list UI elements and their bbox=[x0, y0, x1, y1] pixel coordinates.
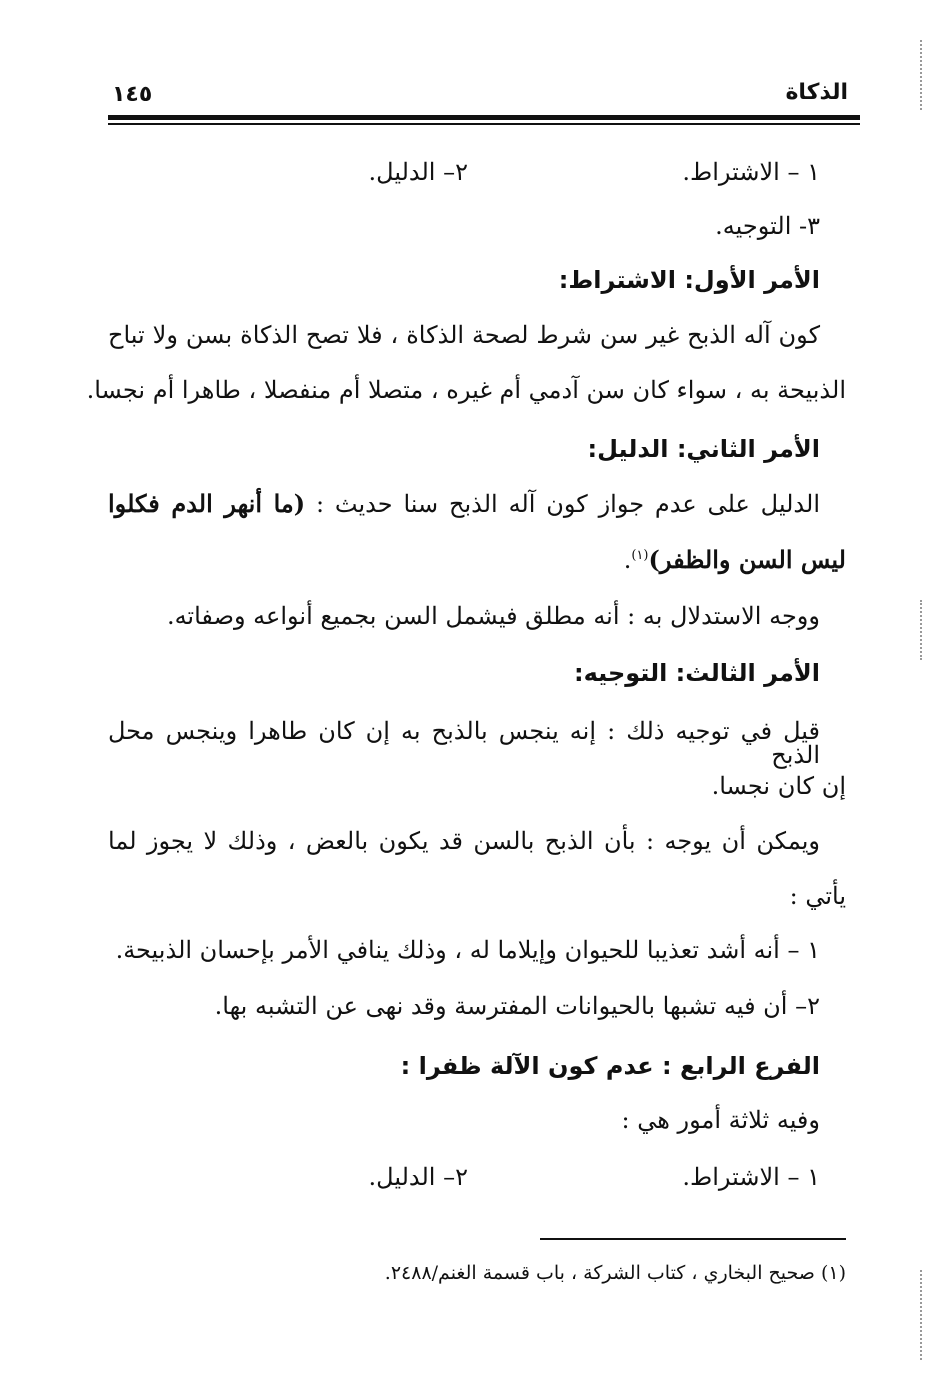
running-header-title: الذكاة bbox=[785, 80, 848, 105]
paragraph-line bbox=[108, 489, 820, 518]
footnote: (١) صحيح البخاري ، كتاب الشركة ، باب قسمة الغنم/٢٤٨٨. bbox=[384, 1262, 846, 1284]
scan-edge-marks bbox=[920, 40, 926, 110]
footnote-separator bbox=[540, 1238, 846, 1240]
list-item-rationale: ٣- التوجيه. bbox=[715, 212, 820, 240]
hadith-quote: (ما أنهر الدم فكلوا bbox=[108, 489, 306, 518]
heading-second-matter: الأمر الثاني: الدليل: bbox=[587, 435, 820, 463]
header-rule-thick bbox=[108, 115, 860, 120]
heading-first-matter: الأمر الأول: الاشتراط: bbox=[558, 266, 820, 294]
period: . bbox=[623, 546, 632, 574]
list-item-stipulation: ١ – الاشتراط. bbox=[682, 1163, 820, 1191]
paragraph-line: كون آله الذبح غير سن شرط لصحة الذكاة ، فلا تصح الذكاة بسن ولا تباح bbox=[108, 321, 820, 349]
footnote-marker: (١) bbox=[631, 548, 649, 563]
header-rule-thin bbox=[108, 123, 860, 125]
paragraph-line: يأتي : bbox=[789, 882, 846, 910]
list-item: ٢– أن فيه تشبها بالحيوانات المفترسة وقد نهى عن التشبه بها. bbox=[214, 992, 820, 1020]
hadith-quote-end: ليس السن والظفر) bbox=[648, 545, 846, 574]
paragraph-line bbox=[623, 545, 846, 574]
paragraph-line: الذبيحة به ، سواء كان سن آدمي أم غيره ، متصلا أم منفصلا ، طاهرا أم نجسا. bbox=[86, 376, 846, 404]
page-number: ١٤٥ bbox=[112, 82, 153, 107]
scan-edge-marks bbox=[920, 600, 926, 660]
heading-third-matter: الأمر الثالث: التوجيه: bbox=[574, 659, 820, 687]
paragraph-line: قيل في توجيه ذلك : إنه ينجس بالذبح به إن كان طاهرا وينجس محل الذبح bbox=[108, 717, 820, 769]
paragraph-line: وفيه ثلاثة أمور هي : bbox=[621, 1106, 820, 1134]
scan-edge-marks bbox=[920, 1270, 926, 1360]
list-item-evidence: ٢– الدليل. bbox=[368, 1163, 468, 1191]
list-item-evidence: ٢– الدليل. bbox=[368, 158, 468, 186]
paragraph-line: ووجه الاستدلال به : أنه مطلق فيشمل السن بجميع أنواعه وصفاته. bbox=[166, 602, 820, 630]
paragraph-line: ويمكن أن يوجه : بأن الذبح بالسن قد يكون بالعض ، وذلك لا يجوز لما bbox=[108, 827, 820, 855]
list-item: ١ – أنه أشد تعذيبا للحيوان وإيلاما له ، وذلك ينافي الأمر بإحسان الذبيحة. bbox=[115, 936, 820, 964]
paragraph-line: إن كان نجسا. bbox=[711, 772, 846, 800]
heading-fourth-branch: الفرع الرابع : عدم كون الآلة ظفرا : bbox=[400, 1052, 820, 1080]
evidence-text: الدليل على عدم جواز كون آله الذبح سنا حديث : bbox=[305, 490, 820, 518]
list-item-stipulation: ١ – الاشتراط. bbox=[682, 158, 820, 186]
